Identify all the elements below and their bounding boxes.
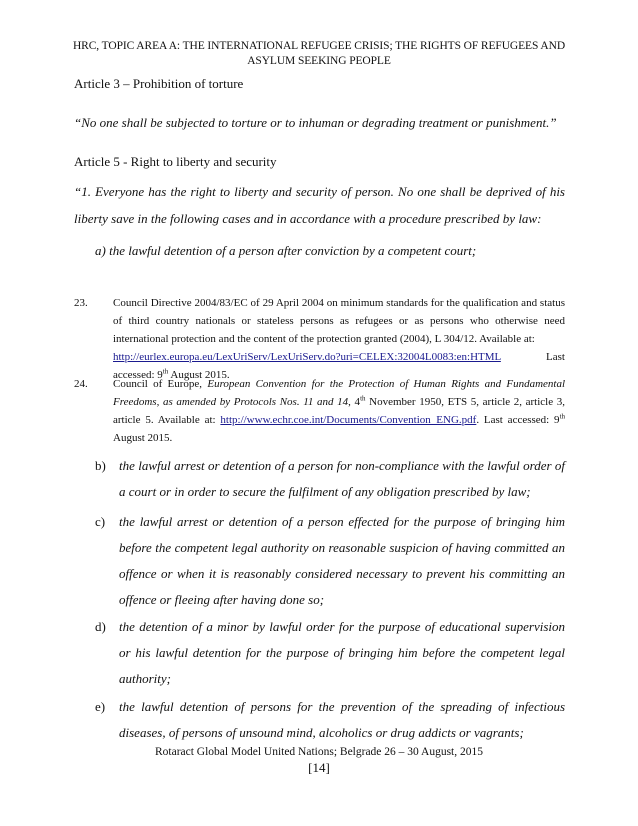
footnote-accessed-prefix: . Last accessed: 9 [476,414,560,426]
footnote-accessed-prefix: Last accessed: 9 [113,351,565,381]
list-item-label: d) [95,619,106,634]
list-item-e [95,694,565,746]
list-item-label: b) [95,458,106,473]
article-5-intro: “1. Everyone has the right to liberty and security of person. No one shall be deprived of his liberty save in the following cases and in accordance with a procedure prescribed by law: [74,184,565,226]
footnote-text-mid: , 4 [348,396,361,408]
footnote-link[interactable]: http://eurlex.europa.eu/LexUriServ/LexUriServ.do?uri=CELEX:32004L0083:en:HTML [113,351,501,363]
header-line-2: ASYLUM SEEKING PEOPLE [247,55,391,67]
footnote-text-after: November 1950, ETS 5, article 2, article 3, article 5. Available at: [113,396,566,426]
list-item-label: e) [95,699,106,714]
footnote-link[interactable]: http://www.echr.coe.int/Documents/Convention_ENG.pdf [220,414,477,426]
header-line-1: HRC, TOPIC AREA A: THE INTERNATIONAL REFUGEE CRISIS; THE RIGHTS OF REFUGEES AND [72,40,566,52]
footnote-accessed-suffix: August 2015. [113,432,173,444]
list-item-b [95,453,565,505]
list-item-text: the detention of a minor by lawful order for the purpose of educational supervision or his lawful detention for the purpose of bringing him before the competent legal authority; [119,619,565,686]
list-item-d [95,614,565,692]
article-5-heading: Article 5 - Right to liberty and security [74,154,277,169]
footer-conference: Rotaract Global Model United Nations; Belgrade 26 – 30 August, 2015 [154,746,484,758]
article-5-item-a: a) the lawful detention of a person after conviction by a competent court; [95,243,477,258]
list-item-text: the lawful arrest or detention of a person for non-compliance with the lawful order of a court or in order to secure the fulfilment of any obligation prescribed by law; [119,458,565,499]
page-footer [40,745,598,776]
footnote-number: 23. [74,297,88,309]
page-number: [14] [308,760,330,775]
list-item-text: the lawful detention of persons for the prevention of the spreading of infectious diseases, of persons of unsound mind, alcoholics or drug addicts or vagrants; [119,699,565,740]
footnote-23 [74,294,565,384]
footnote-number: 24. [74,378,88,390]
footnote-accessed-sup: th [559,412,566,421]
article-3-quote: “No one shall be subjected to torture or to inhuman or degrading treatment or punishment.” [74,115,557,130]
footnote-text: Council Directive 2004/83/EC of 29 April 2004 on minimum standards for the qualification and status of third country nationals or stateless persons as refugees or as persons who otherwise need international protection and the content of the protection granted (2004), L 304/12. Available at: [113,297,565,345]
footnote-text-prefix: Council of Europe, [113,378,208,390]
list-item-text: the lawful arrest or detention of a person effected for the purpose of bringing him before the competent legal authority on reasonable suspicion of having committed an offence or when it is reasonably considered necessary to prevent his committing an offence or fleeing after having done so; [119,514,565,607]
footnote-text-sup: th [360,394,366,403]
footnote-24 [74,375,565,447]
article-3-heading: Article 3 – Prohibition of torture [74,76,244,91]
page-header [40,39,598,69]
footnote-accessed-sup: th [162,367,169,376]
footnote-accessed-suffix: August 2015. [168,369,230,381]
list-item-c [95,509,565,613]
footnote-text-italic: European Convention for the Protection of Human Rights and Fundamental Freedoms, as amended by Protocols Nos. 11 and 14 [113,378,566,408]
list-item-label: c) [95,514,106,529]
